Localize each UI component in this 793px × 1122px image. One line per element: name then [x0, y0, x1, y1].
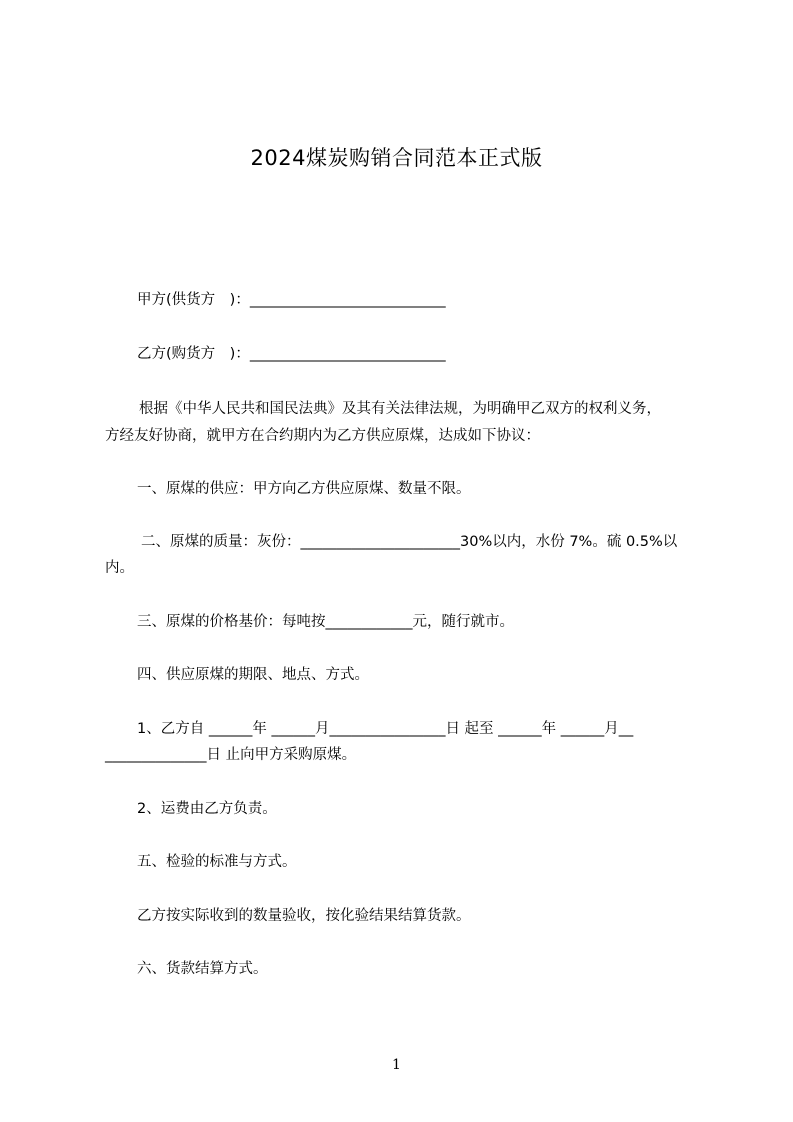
clause-4: 四、供应原煤的期限、地点、方式。 [137, 667, 369, 683]
clause-4-item-1-line-1: 1、乙方自 ______年 ______月________________日 起至 ______年 ______月__ [137, 721, 634, 737]
clause-5: 五、检验的标准与方式。 [137, 854, 297, 870]
clause-4-item-1-line-2: ______________日 止向甲方采购原煤。 [105, 747, 357, 763]
clause-2-line-1: 二、原煤的质量：灰份：______________________30%以内，水份 7%。硫 0.5%以 [141, 534, 678, 550]
clause-2-line-2: 内。 [105, 560, 134, 576]
clause-6: 六、货款结算方式。 [137, 961, 268, 977]
page-number: 1 [392, 1057, 401, 1073]
preamble-line-1: 根据《中华人民共和国民法典》及其有关法律法规，为明确甲乙双方的权利义务， [139, 401, 661, 417]
clause-1: 一、原煤的供应：甲方向乙方供应原煤、数量不限。 [137, 481, 471, 497]
party-a-line: 甲方(供货方 )：___________________________ [137, 292, 446, 308]
preamble-line-2: 方经友好协商，就甲方在合约期内为乙方供应原煤，达成如下协议： [105, 428, 540, 444]
clause-5-text: 乙方按实际收到的数量验收，按化验结果结算货款。 [137, 908, 471, 924]
clause-4-item-2: 2、运费由乙方负责。 [137, 801, 277, 817]
document-title: 2024煤炭购销合同范本正式版 [250, 146, 543, 170]
party-b-line: 乙方(购货方 )：___________________________ [137, 346, 446, 362]
clause-3: 三、原煤的价格基价：每吨按____________元，随行就市。 [137, 614, 514, 630]
